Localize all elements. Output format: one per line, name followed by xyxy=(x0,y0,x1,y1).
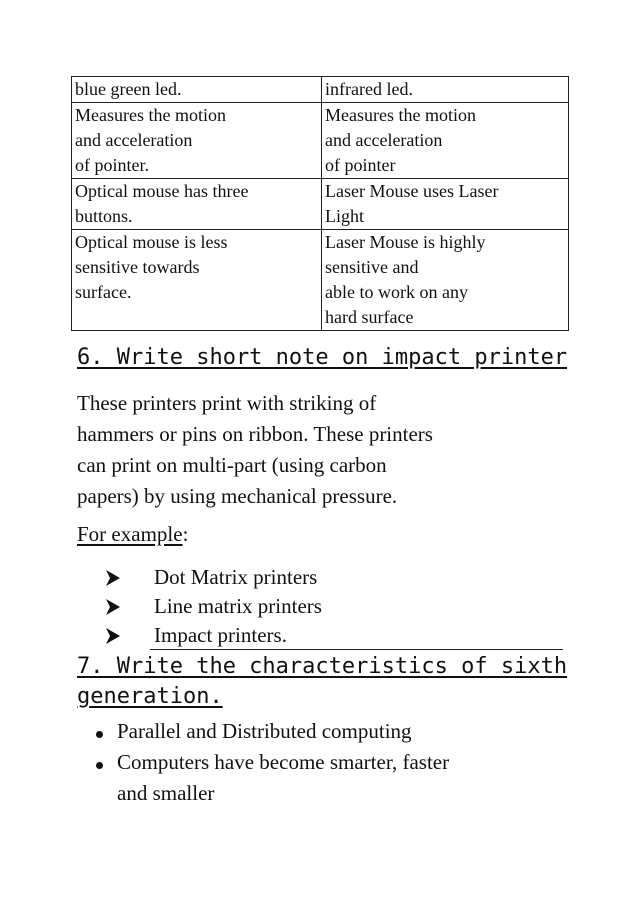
list-item xyxy=(106,563,322,592)
heading-line: generation. xyxy=(77,684,223,709)
table-cell-laser xyxy=(322,77,569,103)
section-7-heading xyxy=(77,652,567,712)
table-cell-laser xyxy=(322,230,569,331)
table-row xyxy=(72,77,569,103)
cell-text: buttons. xyxy=(75,206,133,226)
cell-text: Measures the motion xyxy=(75,105,226,125)
cell-text: of pointer. xyxy=(75,155,149,175)
cell-text: infrared led. xyxy=(325,79,413,99)
mouse-comparison-table xyxy=(71,76,569,331)
bullet-dot-icon xyxy=(96,747,117,809)
paragraph-line: hammers or pins on ribbon. These printers xyxy=(77,422,433,446)
characteristics-list xyxy=(96,716,449,809)
cell-text: blue green led. xyxy=(75,79,182,99)
cell-text: and acceleration xyxy=(325,130,443,150)
cell-text: able to work on any xyxy=(325,282,468,302)
example-intro xyxy=(77,519,567,550)
heading-line: 7. Write the characteristics of sixth xyxy=(77,654,568,679)
cell-text: Optical mouse is less xyxy=(75,232,228,252)
section-6-paragraph xyxy=(77,388,567,512)
cell-text: of pointer xyxy=(325,155,396,175)
table-cell-laser xyxy=(322,179,569,230)
table-cell-optical xyxy=(72,103,322,179)
paragraph-line: papers) by using mechanical pressure. xyxy=(77,484,398,508)
cell-text: sensitive and xyxy=(325,257,419,277)
table-cell-optical xyxy=(72,179,322,230)
cell-text: Laser Mouse uses Laser xyxy=(325,181,499,201)
arrowhead-bullet-icon xyxy=(106,570,154,586)
list-item-line: Computers have become smarter, faster xyxy=(117,750,450,774)
bullet-dot-icon xyxy=(96,716,117,747)
cell-text: sensitive towards xyxy=(75,257,200,277)
list-item-text: Line matrix printers xyxy=(154,594,322,618)
table-cell-optical xyxy=(72,230,322,331)
table-row xyxy=(72,103,569,179)
arrowhead-bullet-icon xyxy=(106,599,154,615)
paragraph-line: These printers print with striking of xyxy=(77,391,377,415)
paragraph-line: can print on multi-part (using carbon xyxy=(77,453,387,477)
example-label: For example xyxy=(77,522,183,546)
cell-text: and acceleration xyxy=(75,130,193,150)
table-row xyxy=(72,179,569,230)
cell-text: Laser Mouse is highly xyxy=(325,232,486,252)
example-list xyxy=(106,563,322,650)
list-item-text: Impact printers. xyxy=(154,623,287,647)
list-item-text xyxy=(117,716,412,747)
table-cell-laser xyxy=(322,103,569,179)
table-row xyxy=(72,230,569,331)
horizontal-divider xyxy=(150,649,563,650)
list-item-line: and smaller xyxy=(117,781,215,805)
section-6-heading: 6. Write short note on impact printer xyxy=(77,345,568,370)
cell-text: hard surface xyxy=(325,307,414,327)
list-item-text: Dot Matrix printers xyxy=(154,565,318,589)
list-item xyxy=(96,716,449,747)
list-item xyxy=(106,621,322,650)
cell-text: surface. xyxy=(75,282,132,302)
cell-text: Optical mouse has three xyxy=(75,181,249,201)
cell-text: Light xyxy=(325,206,364,226)
list-item xyxy=(96,747,449,809)
list-item-text xyxy=(117,747,449,809)
table-cell-optical xyxy=(72,77,322,103)
list-item xyxy=(106,592,322,621)
example-colon: : xyxy=(182,522,189,546)
list-item-line: Parallel and Distributed computing xyxy=(117,719,412,743)
cell-text: Measures the motion xyxy=(325,105,476,125)
arrowhead-bullet-icon xyxy=(106,628,154,644)
